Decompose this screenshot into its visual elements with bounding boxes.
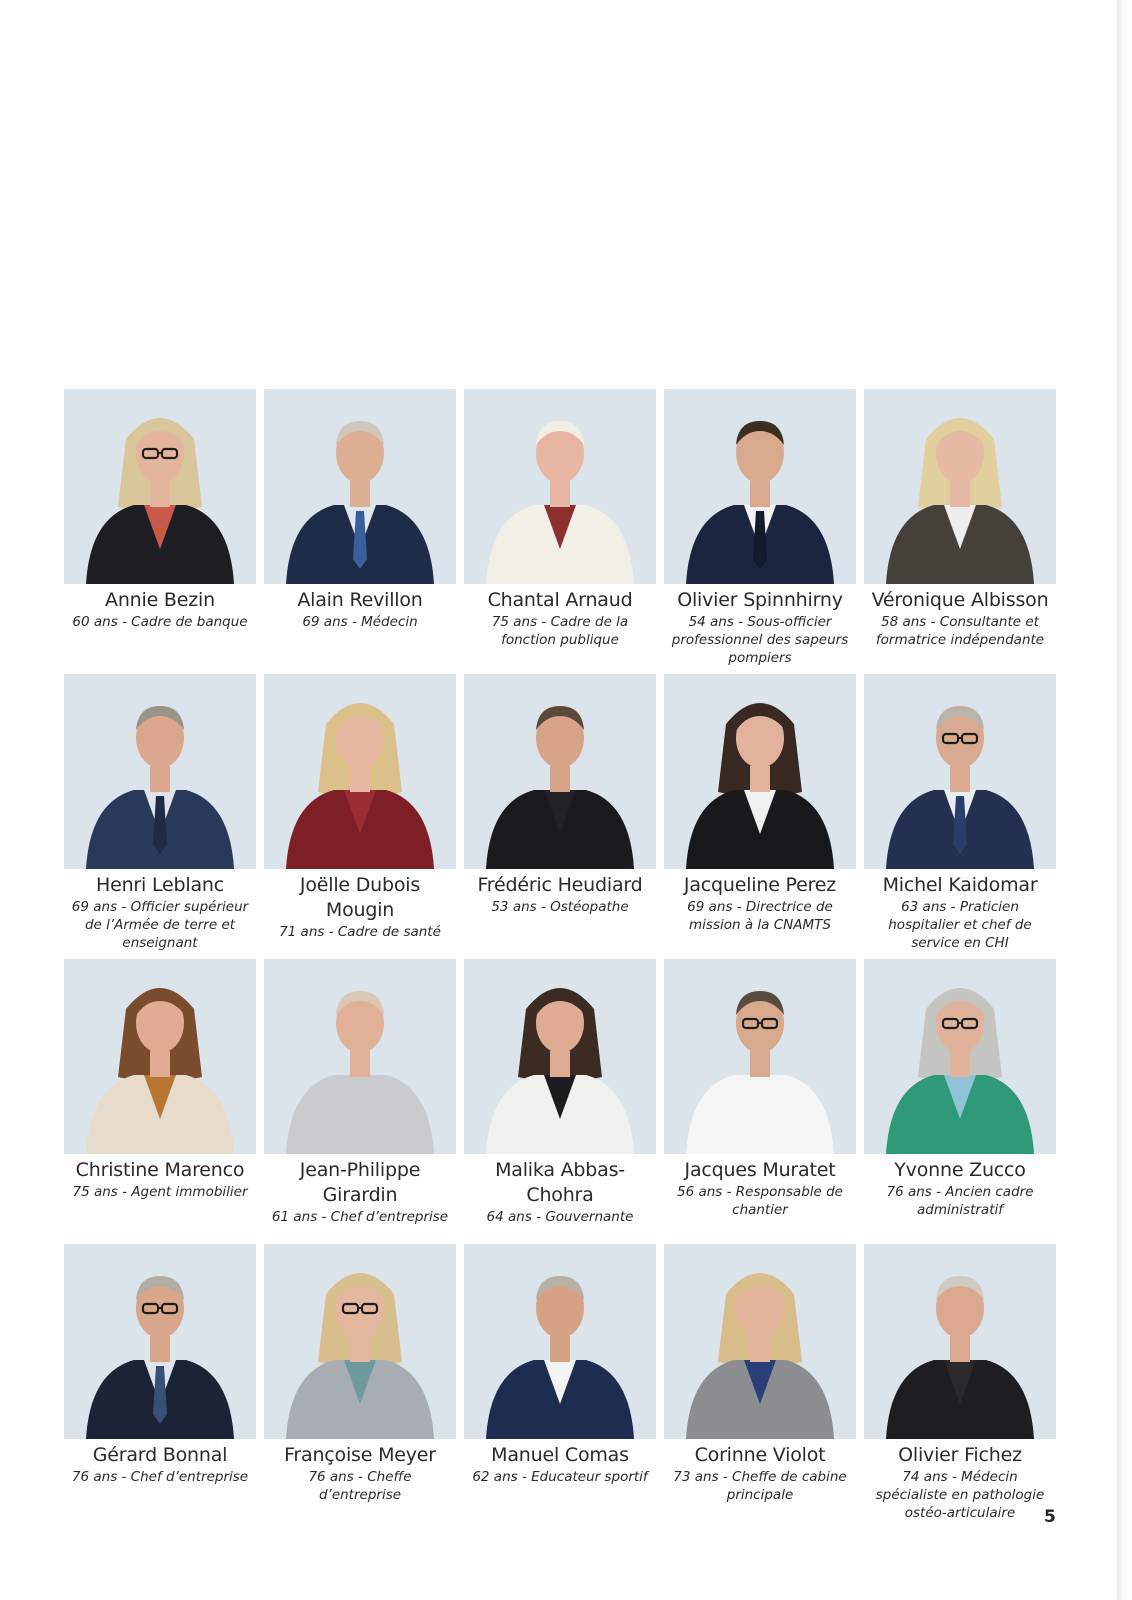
- candidate-name: Malika Abbas-Chohra: [495, 1159, 625, 1206]
- portrait-photo: [464, 1244, 656, 1439]
- candidate-description: 75 ans - Agent immobilier: [72, 1184, 248, 1200]
- portrait-figure: [464, 1244, 656, 1439]
- portrait-figure: [264, 674, 456, 869]
- portrait-photo: [864, 674, 1056, 869]
- portrait-photo: [464, 959, 656, 1154]
- portrait-photo: [864, 389, 1056, 584]
- candidate-name: Frédéric Heudiard: [477, 874, 643, 896]
- candidate-card: [664, 959, 856, 1244]
- candidate-card: [264, 674, 456, 959]
- portrait-figure: [664, 959, 856, 1154]
- candidate-name: Joëlle Dubois Mougin: [299, 874, 421, 921]
- candidate-description: 74 ans - Médecin spécialiste en pathologie ostéo-articulaire: [875, 1469, 1045, 1521]
- candidate-description: 69 ans - Directrice de mission à la CNAMTS: [687, 899, 833, 933]
- candidate-description: 54 ans - Sous-officier professionnel des sapeurs pompiers: [671, 614, 849, 666]
- portrait-photo: [264, 959, 456, 1154]
- portrait-photo: [864, 959, 1056, 1154]
- page-number: 5: [1044, 1507, 1056, 1527]
- candidate-card: [464, 959, 656, 1244]
- portrait-figure: [464, 959, 656, 1154]
- portrait-photo: [664, 959, 856, 1154]
- candidate-card: [664, 389, 856, 674]
- candidate-description: 76 ans - Ancien cadre administratif: [886, 1184, 1034, 1218]
- portrait-figure: [64, 959, 256, 1154]
- portrait-photo: [64, 1244, 256, 1439]
- candidate-name: Henri Leblanc: [96, 874, 224, 896]
- portrait-figure: [464, 389, 656, 584]
- candidate-name: Christine Marenco: [75, 1159, 245, 1181]
- candidate-card: [464, 389, 656, 674]
- candidate-description: 73 ans - Cheffe de cabine principale: [673, 1469, 847, 1503]
- candidate-name: Véronique Albisson: [871, 589, 1049, 611]
- candidate-card: [64, 389, 256, 674]
- portrait-figure: [664, 389, 856, 584]
- portrait-photo: [64, 389, 256, 584]
- portrait-figure: [864, 959, 1056, 1154]
- candidate-card: [464, 674, 656, 959]
- candidate-description: 64 ans - Gouvernante: [486, 1209, 634, 1225]
- portrait-photo: [64, 674, 256, 869]
- portrait-figure: [664, 1244, 856, 1439]
- candidate-grid: [64, 389, 1064, 1529]
- candidate-card: [264, 959, 456, 1244]
- candidate-description: 76 ans - Cheffe d’entreprise: [308, 1469, 412, 1503]
- candidate-name: Chantal Arnaud: [487, 589, 633, 611]
- portrait-figure: [864, 389, 1056, 584]
- portrait-figure: [264, 1244, 456, 1439]
- candidate-description: 58 ans - Consultante et formatrice indépendante: [875, 614, 1045, 648]
- candidate-description: 61 ans - Chef d’entreprise: [271, 1209, 449, 1225]
- candidate-name: Annie Bezin: [105, 589, 215, 611]
- candidate-name: Jean-Philippe Girardin: [299, 1159, 421, 1206]
- candidate-card: [264, 389, 456, 674]
- candidate-description: 56 ans - Responsable de chantier: [677, 1184, 843, 1218]
- candidate-name: Gérard Bonnal: [92, 1444, 228, 1466]
- candidate-description: 53 ans - Ostéopathe: [491, 899, 629, 915]
- candidate-name: Corinne Violot: [694, 1444, 826, 1466]
- candidate-description: 62 ans - Educateur sportif: [472, 1469, 648, 1485]
- candidate-card: [864, 389, 1056, 674]
- candidate-name: Olivier Spinnhirny: [677, 589, 843, 611]
- portrait-figure: [64, 1244, 256, 1439]
- portrait-photo: [664, 674, 856, 869]
- portrait-photo: [264, 1244, 456, 1439]
- portrait-photo: [664, 389, 856, 584]
- portrait-figure: [864, 1244, 1056, 1439]
- portrait-figure: [664, 674, 856, 869]
- candidate-description: 69 ans - Médecin: [302, 614, 418, 630]
- portrait-photo: [64, 959, 256, 1154]
- portrait-figure: [264, 959, 456, 1154]
- portrait-photo: [664, 1244, 856, 1439]
- portrait-photo: [864, 1244, 1056, 1439]
- candidate-card: [464, 1244, 656, 1529]
- candidate-description: 71 ans - Cadre de santé: [279, 924, 441, 940]
- candidate-name: Yvonne Zucco: [894, 1159, 1026, 1181]
- portrait-photo: [264, 389, 456, 584]
- candidate-description: 75 ans - Cadre de la fonction publique: [491, 614, 629, 648]
- candidate-card: [864, 1244, 1056, 1529]
- candidate-description: 63 ans - Praticien hospitalier et chef de service en CHI: [888, 899, 1032, 951]
- portrait-figure: [64, 389, 256, 584]
- page-edge-shadow: [1117, 0, 1132, 1600]
- candidate-card: [864, 674, 1056, 959]
- candidate-card: [64, 959, 256, 1244]
- portrait-photo: [464, 389, 656, 584]
- candidate-card: [864, 959, 1056, 1244]
- candidate-name: Jacqueline Perez: [683, 874, 837, 896]
- candidate-name: Manuel Comas: [491, 1444, 629, 1466]
- portrait-figure: [264, 389, 456, 584]
- candidate-card: [264, 1244, 456, 1529]
- portrait-figure: [864, 674, 1056, 869]
- portrait-figure: [64, 674, 256, 869]
- candidate-description: 60 ans - Cadre de banque: [72, 614, 248, 630]
- candidate-name: Alain Revillon: [297, 589, 423, 611]
- candidate-description: 76 ans - Chef d’entreprise: [71, 1469, 249, 1485]
- candidate-card: [664, 1244, 856, 1529]
- candidate-name: Françoise Meyer: [284, 1444, 436, 1466]
- candidate-name: Michel Kaidomar: [882, 874, 1038, 896]
- candidate-name: Olivier Fichez: [898, 1444, 1022, 1466]
- candidate-name: Jacques Muratet: [684, 1159, 836, 1181]
- portrait-photo: [464, 674, 656, 869]
- candidate-card: [664, 674, 856, 959]
- show-through-text: [514, 188, 1034, 246]
- portrait-figure: [464, 674, 656, 869]
- portrait-photo: [264, 674, 456, 869]
- candidate-card: [64, 674, 256, 959]
- candidate-description: 69 ans - Officier supérieur de l’Armée de terre et enseignant: [71, 899, 249, 951]
- candidate-card: [64, 1244, 256, 1529]
